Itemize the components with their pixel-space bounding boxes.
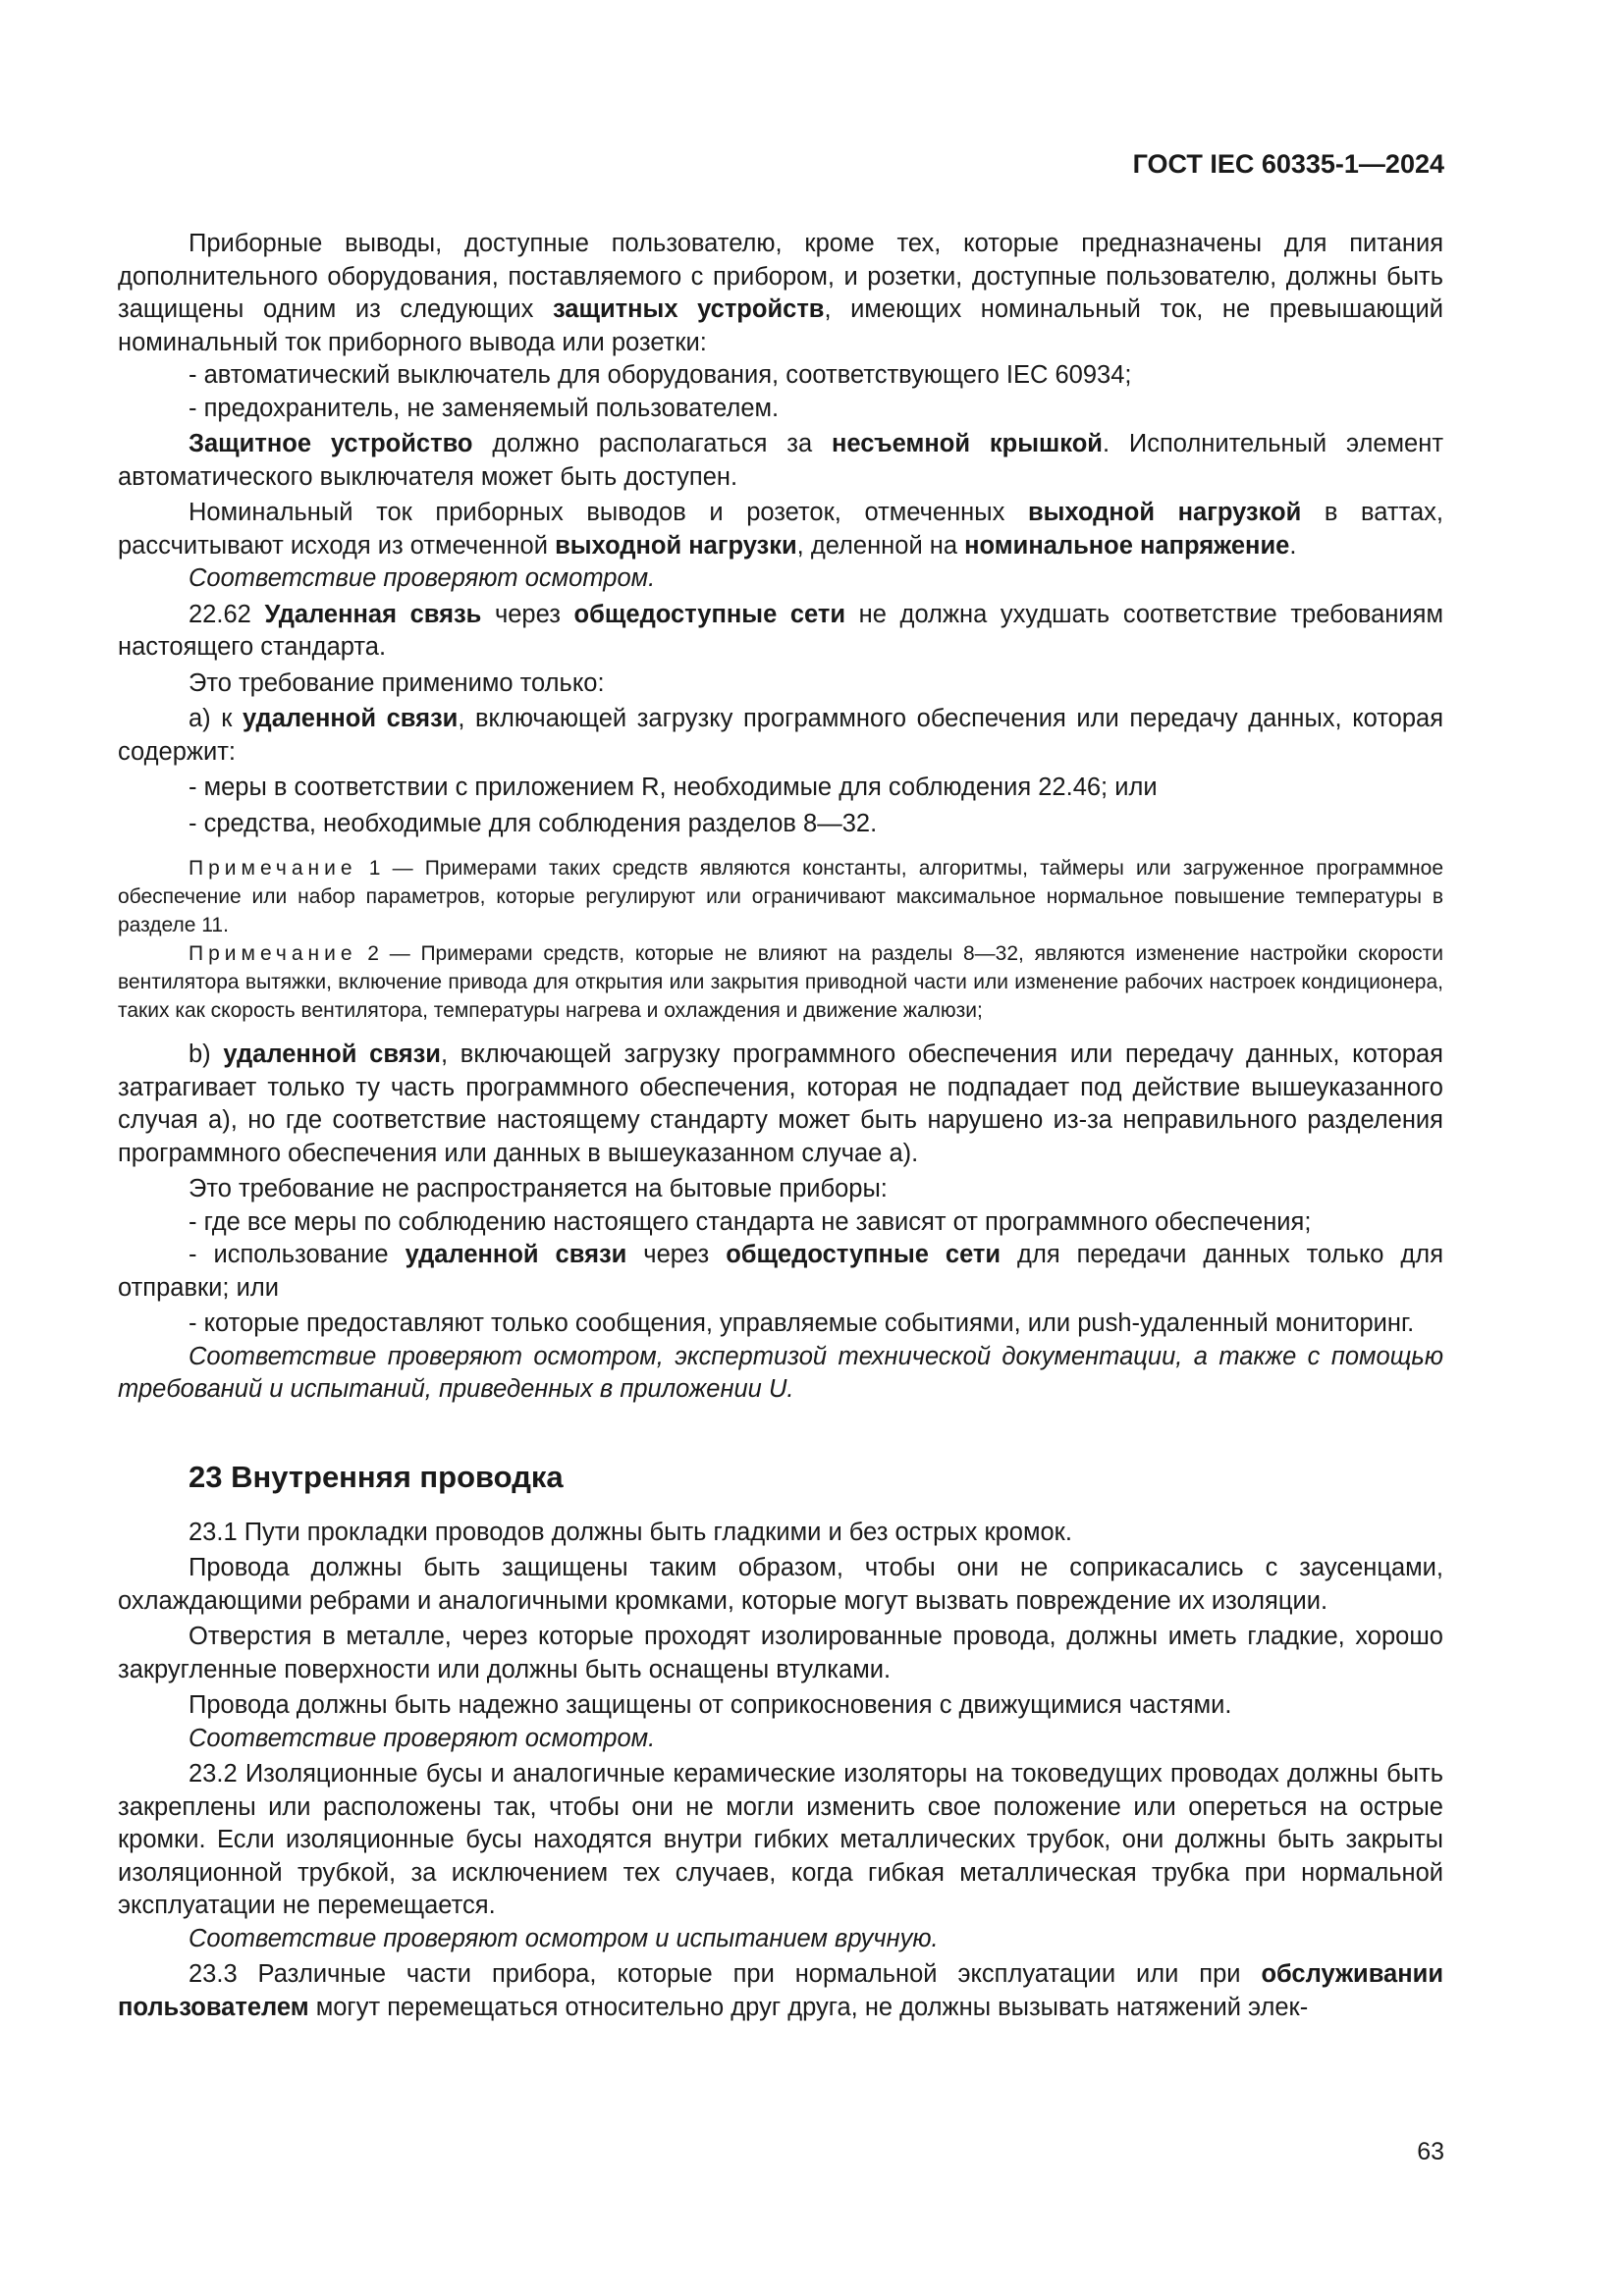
paragraph xyxy=(118,1689,1443,1723)
text-run: выходной нагрузкой xyxy=(1027,499,1302,526)
text-run: - меры в соответствии с приложением R, необходимые для соблюдения 22.46; или xyxy=(189,774,1158,801)
text-run: обслуживании пользователем xyxy=(118,1960,1443,2021)
text-run: 1 — Примерами таких средств являются константы, алгоритмы, таймеры или загруженное программное обеспечение или набор параметров, которые регулируют или ограничивают максимальное нормальное повышение температуры в разделе 11. xyxy=(118,857,1443,936)
paragraph xyxy=(118,228,1443,359)
text-run: должно располагаться за xyxy=(472,430,832,457)
text-run: - предохранитель, не заменяемый пользователем. xyxy=(189,394,780,422)
text-run: удаленной связи xyxy=(405,1241,627,1268)
text-run: могут перемещаться относительно друг друга, не должны вызывать натяжений элек- xyxy=(308,1993,1309,2021)
text-run: - где все меры по соблюдению настоящего стандарта не зависят от программного обеспечения; xyxy=(189,1207,1312,1236)
document-id-header: ГОСТ IEC 60335-1—2024 xyxy=(1132,149,1444,179)
text-run: Защитное устройство xyxy=(189,430,473,457)
paragraph xyxy=(118,1039,1443,1170)
text-run: b) xyxy=(189,1041,224,1068)
paragraph xyxy=(118,497,1443,562)
paragraph xyxy=(118,1173,1443,1206)
text-run: Отверстия в металле, через которые проходят изолированные провода, должны иметь гладкие, хорошо закругленные поверхности или должны быть оснащены втулками. xyxy=(118,1623,1443,1683)
paragraph xyxy=(118,667,1443,701)
text-run: 23.3 Различные части прибора, которые при нормальной эксплуатации или при xyxy=(189,1960,1262,1988)
paragraph xyxy=(118,703,1443,769)
text-run: защитных устройств xyxy=(552,295,825,323)
text-run: выходной нагрузки xyxy=(555,531,797,560)
text-run: - использование xyxy=(189,1241,406,1268)
paragraph xyxy=(118,1958,1443,2024)
paragraph xyxy=(118,1308,1443,1341)
text-run: через xyxy=(481,600,574,628)
text-run: удаленной связи xyxy=(242,705,459,732)
paragraph xyxy=(118,1206,1443,1240)
text-run: не должна ухудшать соответствие требованиям настоящего стандарта. xyxy=(118,600,1443,661)
text-run: , включающей загрузку программного обеспечения или передачу данных, которая затрагивает только ту часть программного обеспечения, которая не подпадает под действие вышеуказанного случая a), но где соответствие настоящему стандарту может быть нарушено из-за неправильного разделения программного обеспечения или данных в вышеуказанном случае a). xyxy=(118,1041,1443,1167)
text-run: Номинальный ток приборных выводов и розеток, отмеченных xyxy=(189,499,1028,526)
paragraph xyxy=(118,1552,1443,1618)
paragraph xyxy=(118,428,1443,494)
paragraph xyxy=(118,772,1443,805)
paragraph xyxy=(118,562,1443,596)
paragraph xyxy=(118,1621,1443,1686)
notes xyxy=(118,854,1443,1025)
text-run: Провода должны быть надежно защищены от соприкосновения с движущимися частями. xyxy=(189,1691,1232,1719)
text-run: Это требование применимо только: xyxy=(189,668,605,697)
paragraph xyxy=(118,1723,1443,1756)
paragraph xyxy=(118,808,1443,841)
paragraph xyxy=(118,1923,1443,1956)
text-run: Удаленная связь xyxy=(264,600,482,628)
text-run: - которые предоставляют только сообщения, управляемые событиями, или push-удаленный мониторинг. xyxy=(189,1309,1415,1337)
text-run: Соответствие проверяют осмотром. xyxy=(189,564,656,592)
text-run: . Исполнительный элемент автоматического выключателя может быть доступен. xyxy=(118,430,1443,491)
text-run: номинальное напряжение xyxy=(964,531,1290,560)
text-run: удаленной связи xyxy=(223,1041,441,1068)
text-run: общедоступные сети xyxy=(726,1241,1001,1268)
text-run: несъемной крышкой xyxy=(832,430,1103,457)
text-run: 23.2 Изоляционные бусы и аналогичные керамические изоляторы на токоведущих проводах должны быть закреплены или расположены так, чтобы они не могли изменить свое положение или опереться на острые кромки. Если изоляционные бусы находятся внутри гибких металлических трубок, они должны быть закрыты изоляционной трубкой, за исключением тех случаев, когда гибкая металлическая трубка при нормальной эксплуатации не перемещается. xyxy=(118,1760,1443,1919)
paragraph xyxy=(118,359,1443,393)
note-paragraph xyxy=(118,939,1443,1025)
page-number: 63 xyxy=(1417,2138,1444,2165)
document-body xyxy=(118,228,1443,2024)
text-run: Примечание xyxy=(189,942,357,965)
text-run: , имеющих номинальный ток, не превышающий номинальный ток приборного вывода или розетки: xyxy=(118,295,1443,356)
paragraph xyxy=(118,393,1443,426)
text-run: через xyxy=(626,1241,727,1268)
text-run: Соответствие проверяют осмотром, экспертизой технической документации, а также с помощью требований и испытаний, приведенных в приложении U. xyxy=(118,1342,1443,1403)
text-run: a) к xyxy=(189,705,243,732)
paragraph xyxy=(118,1758,1443,1923)
text-run: , деленной на xyxy=(796,531,965,560)
text-run: - средства, необходимые для соблюдения разделов 8—32. xyxy=(189,809,878,837)
text-run: Примечание xyxy=(189,857,357,880)
text-run: Соответствие проверяют осмотром и испытанием вручную. xyxy=(189,1924,939,1952)
text-run: Приборные выводы, доступные пользователю, кроме тех, которые предназначены для питания дополнительного оборудования, поставляемого с прибором, и розетки, доступные пользователю, должны быть защищены одним из следующих xyxy=(118,230,1443,323)
text-run: - автоматический выключатель для оборудования, соответствующего IEC 60934; xyxy=(189,361,1132,389)
paragraphs-top xyxy=(118,228,1443,840)
text-run: 22.62 xyxy=(189,600,265,628)
text-run: Провода должны быть защищены таким образом, чтобы они не соприкасались с заусенцами, охлаждающими ребрами и аналогичными кромками, которые могут вызвать повреждение их изоляции. xyxy=(118,1554,1443,1615)
paragraphs-mid xyxy=(118,1039,1443,1407)
text-run: Это требование не распространяется на бытовые приборы: xyxy=(189,1175,888,1202)
text-run: . xyxy=(1289,531,1297,560)
text-run: , включающей загрузку программного обеспечения или передачу данных, которая содержит: xyxy=(118,705,1443,766)
text-run: для передачи данных только для отправки; или xyxy=(118,1241,1443,1302)
note-paragraph xyxy=(118,854,1443,939)
text-run: 2 — Примерами средств, которые не влияют на разделы 8—32, являются изменение настройки скорости вентилятора вытяжки, включение привода для открытия или закрытия приводной части или изменение рабочих настроек кондиционера, таких как скорость вентилятора, температуры нагрева и охлаждения и движение жалюзи; xyxy=(118,942,1443,1022)
text-run: Соответствие проверяют осмотром. xyxy=(189,1724,656,1752)
paragraph xyxy=(118,1341,1443,1407)
paragraph xyxy=(118,599,1443,665)
paragraphs-bottom xyxy=(118,1517,1443,2025)
section-heading: 23 Внутренняя проводка xyxy=(189,1459,564,1494)
paragraph xyxy=(118,1517,1443,1550)
text-run: общедоступные сети xyxy=(573,600,846,628)
text-run: 23.1 Пути прокладки проводов должны быть гладкими и без острых кромок. xyxy=(189,1518,1072,1546)
text-run: в ваттах, рассчитывают исходя из отмеченной xyxy=(118,499,1444,560)
paragraph xyxy=(118,1239,1443,1305)
